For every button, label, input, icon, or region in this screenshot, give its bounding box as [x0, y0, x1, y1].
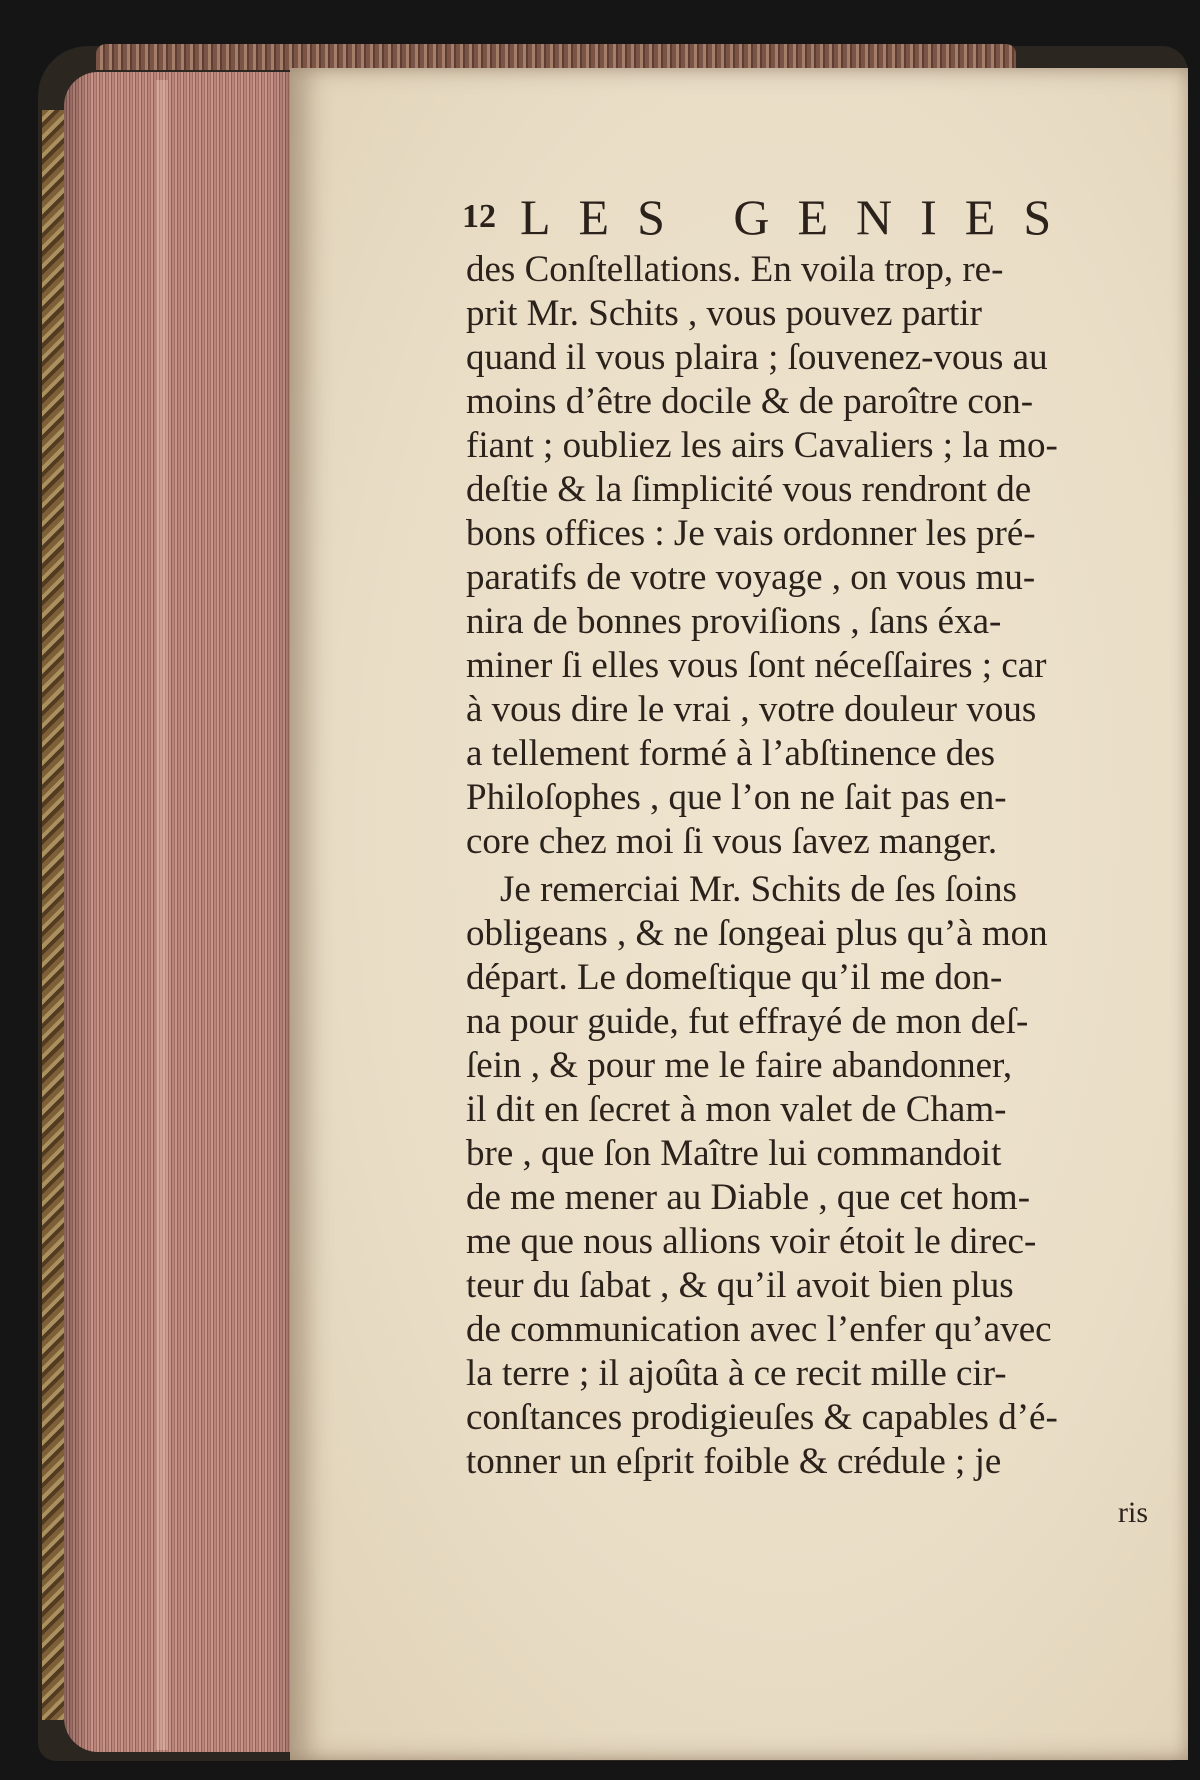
text-line: à vous dire le vrai , votre douleur vous	[466, 689, 1037, 730]
text-line: paratifs de votre voyage , on vous mu-	[466, 557, 1036, 598]
text-line: ſein , & pour me le faire abandonner,	[466, 1045, 1013, 1086]
edge-highlight	[156, 80, 168, 1750]
text-line: la terre ; il ajoûta à ce recit mille cir-	[466, 1353, 1007, 1394]
text-line: des Conſtellations. En voila trop, re-	[466, 249, 1004, 290]
text-line: départ. Le domeſtique qu’il me don-	[466, 957, 1003, 998]
text-line: nira de bonnes proviſions , ſans éxa-	[466, 601, 1002, 642]
text-line: a tellement formé à l’abſtinence des	[466, 733, 996, 774]
text-line: me que nous allions voir étoit le direc-	[466, 1221, 1037, 1262]
text-line: quand il vous plaira ; ſouvenez-vous au	[466, 337, 1048, 378]
text-line: moins d’être docile & de paroître con-	[466, 381, 1034, 422]
text-line: prit Mr. Schits , vous pouvez partir	[466, 293, 982, 334]
text-line: Philoſophes , que l’on ne ſait pas en-	[466, 777, 1007, 818]
red-page-edges	[64, 72, 300, 1752]
text-line: fiant ; oubliez les airs Cavaliers ; la mo-	[466, 425, 1058, 466]
text-line: teur du ſabat , & qu’il avoit bien plus	[466, 1265, 1014, 1306]
text-line: core chez moi ſi vous ſavez manger.	[466, 821, 998, 862]
text-line: conſtances prodigieuſes & capables d’é-	[466, 1397, 1058, 1438]
text-line: obligeans , & ne ſongeai plus qu’à mon	[466, 913, 1048, 954]
text-line: Je remerciai Mr. Schits de ſes ſoins	[500, 869, 1017, 910]
running-title: LES GENIES	[520, 189, 1080, 245]
text-line: miner ſi elles vous ſont néceſſaires ; car	[466, 645, 1047, 686]
text-line: tonner un eſprit foible & crédule ; je	[466, 1441, 1002, 1482]
text-line: de communication avec l’enfer qu’avec	[466, 1309, 1052, 1350]
page-number: 12	[462, 198, 496, 235]
text-line: de me mener au Diable , que cet hom-	[466, 1177, 1031, 1218]
text-line: il dit en ſecret à mon valet de Cham-	[466, 1089, 1007, 1130]
catchword: ris	[1118, 1496, 1148, 1529]
text-line: deſtie & la ſimplicité vous rendront de	[466, 469, 1032, 510]
text-line: na pour guide, fut effrayé de mon deſ-	[466, 1001, 1029, 1042]
text-line: bre , que ſon Maître lui commandoit	[466, 1133, 1002, 1174]
page-top-edge	[96, 44, 1016, 70]
text-line: bons offices : Je vais ordonner les pré-	[466, 513, 1036, 554]
